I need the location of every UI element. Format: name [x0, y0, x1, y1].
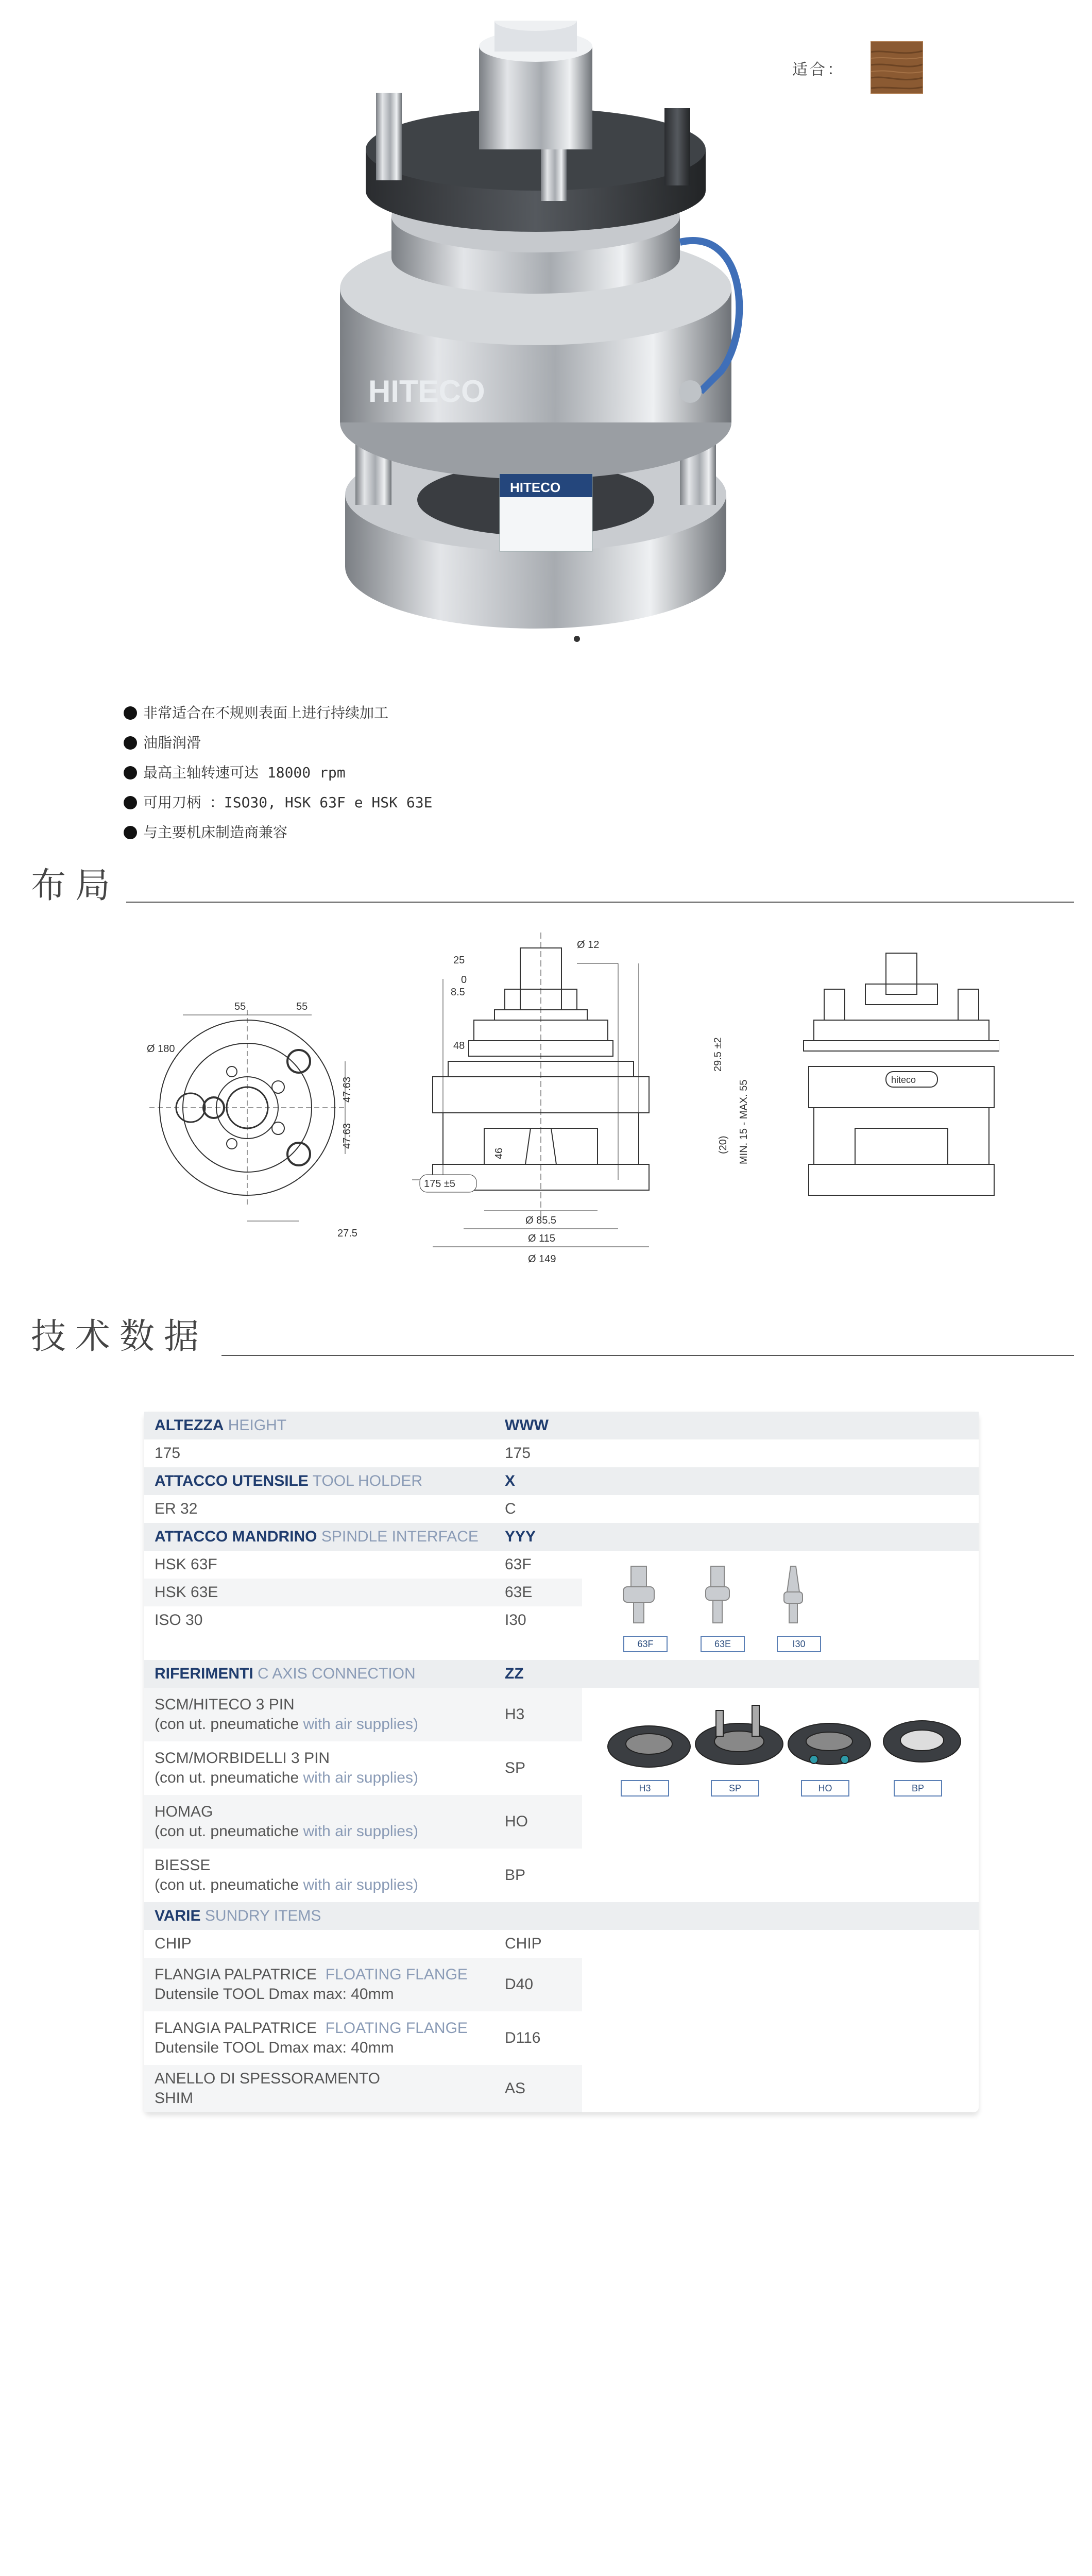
row-code: D116: [505, 2029, 541, 2046]
row-code: 63F: [505, 1556, 532, 1573]
c-axis-tag: HO: [801, 1780, 849, 1797]
header-code: X: [505, 1472, 516, 1489]
brand-label-drawing: hiteco: [891, 1075, 916, 1085]
dim-label: Ø 149: [528, 1253, 556, 1265]
row-sub-en: with air supplies): [303, 1769, 418, 1786]
row-label: ANELLO DI SPESSORAMENTO: [155, 2070, 380, 2087]
dim-label: MIN. 15 - MAX. 55: [738, 1079, 749, 1164]
row-label: HOMAG: [155, 1803, 213, 1820]
header-it: RIFERIMENTI: [155, 1665, 253, 1682]
row-label: 175: [155, 1445, 181, 1462]
dim-label: 29.5 ±2: [712, 1037, 724, 1072]
bullet-icon: [124, 736, 137, 750]
row-label: FLANGIA PALPATRICE: [155, 2020, 317, 2037]
row-code: 175: [505, 1445, 531, 1462]
list-item: [124, 698, 432, 728]
product-photo: [309, 21, 762, 659]
feature-text: 可用刀柄 ：ISO30, HSK 63F e HSK 63E: [143, 794, 433, 811]
row-label: HSK 63F: [155, 1556, 217, 1573]
bullet-icon: [124, 796, 137, 809]
dim-label: 0: [461, 974, 467, 986]
row-code: AS: [505, 2080, 526, 2097]
header-en: HEIGHT: [228, 1417, 287, 1434]
dim-label: Ø 115: [528, 1233, 555, 1244]
header-en: C AXIS CONNECTION: [258, 1665, 416, 1682]
row-sub-en: with air supplies): [303, 1716, 418, 1733]
brand-logo-large: HITECO: [368, 374, 485, 409]
header-it: ATTACCO UTENSILE: [155, 1472, 309, 1489]
row-sub: Dutensile TOOL Dmax max: 40mm: [155, 2039, 394, 2056]
table-row: [144, 1495, 979, 1523]
row-code: 63E: [505, 1584, 533, 1601]
bullet-icon: [124, 826, 137, 839]
spec-table: [144, 1412, 979, 2112]
header-it: ATTACCO MANDRINO: [155, 1528, 317, 1545]
dim-label: Ø 180: [147, 1043, 175, 1055]
row-label: FLANGIA PALPATRICE: [155, 1966, 317, 1983]
table-header-c-axis: [144, 1660, 979, 1688]
row-sub: (con ut. pneumatiche: [155, 1769, 299, 1786]
front-view-drawing: [804, 953, 999, 1195]
list-item: [124, 758, 432, 788]
feature-text: 油脂润滑: [143, 734, 201, 751]
dim-label: Ø 85.5: [525, 1215, 557, 1226]
row-code: I30: [505, 1612, 526, 1629]
table-row: [144, 1688, 582, 1741]
dim-label: 55: [296, 1001, 308, 1012]
table-row: [144, 1579, 582, 1606]
header-code: YYY: [505, 1528, 536, 1545]
row-code: SP: [505, 1759, 526, 1776]
dim-label: 47.63: [342, 1123, 353, 1149]
header-it: VARIE: [155, 1907, 201, 1924]
row-sub: SHIM: [155, 2090, 193, 2107]
dim-label: (20): [718, 1136, 729, 1154]
table-header-height: [144, 1412, 979, 1439]
table-header-sundry: [144, 1902, 979, 1930]
row-label: SCM/MORBIDELLI 3 PIN: [155, 1750, 330, 1767]
dim-label: 46: [493, 1147, 505, 1159]
c-axis-tag: BP: [894, 1780, 942, 1797]
dim-label: 47.63: [342, 1076, 353, 1103]
row-code: CHIP: [505, 1935, 542, 1952]
feature-text: 与主要机床制造商兼容: [143, 824, 288, 841]
feature-text: 最高主轴转速可达 18000 rpm: [143, 764, 346, 781]
spindle-tag: I30: [777, 1636, 821, 1652]
dim-label: 25: [453, 955, 465, 966]
section-title-layout: 布局: [31, 866, 120, 906]
feature-list: [124, 698, 432, 848]
spindle-holder-images: [608, 1561, 865, 1638]
technical-drawings: [124, 933, 999, 1283]
row-label: HSK 63E: [155, 1584, 218, 1601]
row-code: D40: [505, 1976, 534, 1993]
row-label: BIESSE: [155, 1857, 211, 1874]
section-divider: [126, 902, 1074, 903]
header-en: TOOL HOLDER: [312, 1472, 423, 1489]
table-row: [144, 1849, 979, 1902]
row-label: ISO 30: [155, 1612, 203, 1629]
dim-label: 8.5: [451, 987, 465, 998]
header-en: SUNDRY ITEMS: [204, 1907, 321, 1924]
table-row: [144, 2011, 979, 2065]
table-row: [144, 1930, 979, 1958]
row-sub: (con ut. pneumatiche: [155, 1876, 299, 1893]
row-label: ER 32: [155, 1500, 198, 1517]
c-axis-flange-images: [598, 1700, 968, 1777]
c-axis-tag: H3: [621, 1780, 669, 1797]
header-code: ZZ: [505, 1665, 524, 1682]
spindle-tag: 63E: [701, 1636, 745, 1652]
table-row: [144, 1439, 979, 1467]
side-view-drawing: [412, 933, 749, 1265]
table-row: [144, 2065, 582, 2112]
dim-label: 48: [453, 1040, 465, 1052]
row-sub: (con ut. pneumatiche: [155, 1716, 299, 1733]
c-axis-tag: SP: [711, 1780, 759, 1797]
brand-label-plate: HITECO: [510, 480, 561, 495]
section-title-tech-data: 技术数据: [31, 1316, 209, 1357]
wood-swatch: [871, 41, 923, 94]
row-code: H3: [505, 1706, 525, 1723]
row-sub-en: with air supplies): [303, 1823, 418, 1840]
section-divider: [221, 1355, 1074, 1356]
row-label-en: FLOATING FLANGE: [325, 1966, 468, 1983]
dim-label: 27.5: [337, 1228, 357, 1239]
header-en: SPINDLE INTERFACE: [321, 1528, 479, 1545]
row-code: BP: [505, 1867, 526, 1884]
feature-text: 非常适合在不规则表面上进行持续加工: [143, 704, 389, 721]
table-row: [144, 1958, 582, 2011]
list-item: [124, 788, 432, 818]
header-it: ALTEZZA: [155, 1417, 224, 1434]
row-label: SCM/HITECO 3 PIN: [155, 1696, 295, 1713]
suitable-label: 适合：: [792, 61, 845, 79]
bullet-icon: [124, 706, 137, 720]
row-label: CHIP: [155, 1935, 192, 1952]
bullet-icon: [124, 766, 137, 779]
dim-label: Ø 12: [577, 939, 600, 951]
row-sub: Dutensile TOOL Dmax max: 40mm: [155, 1986, 394, 2003]
list-item: [124, 818, 432, 848]
row-sub: (con ut. pneumatiche: [155, 1823, 299, 1840]
row-code: HO: [505, 1813, 528, 1830]
row-sub-en: with air supplies): [303, 1876, 418, 1893]
list-item: [124, 728, 432, 758]
dim-label: 175 ±5: [424, 1178, 456, 1190]
top-view-drawing: [147, 1001, 357, 1239]
table-row: [144, 1795, 582, 1849]
header-code: WWW: [505, 1417, 549, 1434]
spindle-tag: 63F: [623, 1636, 668, 1652]
table-header-spindle: [144, 1523, 979, 1551]
row-label-en: FLOATING FLANGE: [325, 2020, 468, 2037]
row-code: C: [505, 1500, 516, 1517]
dim-label: 55: [234, 1001, 246, 1012]
table-header-tool-holder: [144, 1467, 979, 1495]
